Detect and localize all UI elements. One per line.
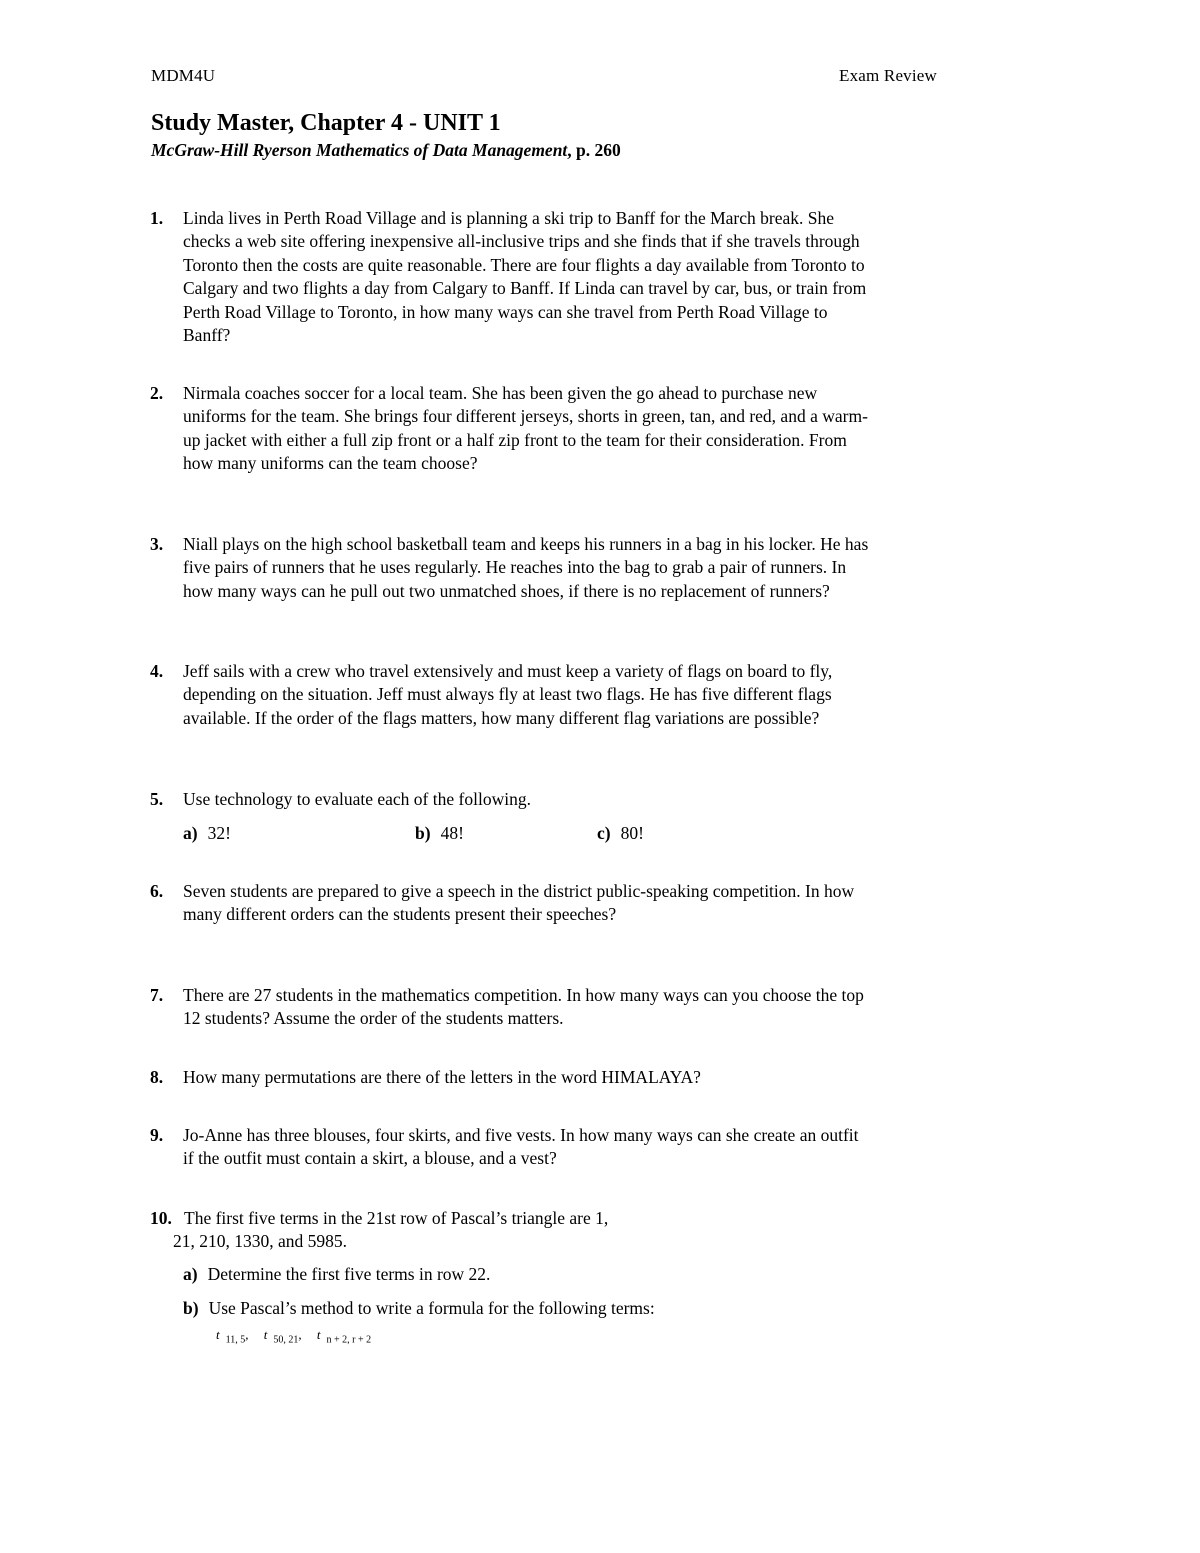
question-number: 6. (150, 881, 164, 901)
question-7 (150, 984, 870, 1031)
question-text: Jeff sails with a crew who travel extensively and must keep a variety of flags on board to fly, depending on the situation. Jeff must always fly at least two flags. He has five different flags available. If the order of the flags matters, how many different flag variations are possible? (183, 661, 833, 728)
term-3 (316, 1327, 377, 1346)
term-separator: , (298, 1327, 302, 1342)
question-text: How many permutations are there of the letters in the word HIMALAYA? (183, 1067, 701, 1087)
part-label: b) (183, 1298, 199, 1318)
question-text-continued: 21, 210, 1330, and 5985. (173, 1231, 348, 1252)
question-4 (150, 660, 870, 730)
textbook-name: McGraw-Hill Ryerson Mathematics of Data Management (151, 140, 568, 160)
part-value: 32! (207, 823, 231, 843)
question-number: 1. (150, 208, 164, 228)
part-value: 80! (620, 823, 644, 843)
part-value: 48! (440, 823, 464, 843)
question-text: Nirmala coaches soccer for a local team. She has been given the go ahead to purchase new uniforms for the team. She brings four different jerseys, shorts in green, tan, and red, and a warm-up jacket with either a full zip front or a half zip front to the team for their consideration. From how many uniforms can the team choose? (183, 383, 868, 474)
question-text: There are 27 students in the mathematics competition. In how many ways can you choose the top 12 students? Assume the order of the students matters. (183, 985, 864, 1029)
term-subscript: n + 2, r + 2 (326, 1334, 372, 1346)
part-text: Use Pascal’s method to write a formula for the following terms: (208, 1298, 655, 1318)
part-text: Determine the first five terms in row 22. (207, 1264, 491, 1284)
question-3 (150, 533, 870, 603)
term-base: t (263, 1327, 268, 1342)
term-base: t (316, 1327, 321, 1342)
page-reference: , p. 260 (567, 140, 621, 160)
question-number: 8. (150, 1067, 164, 1087)
question-number: 3. (150, 534, 164, 554)
question-6 (150, 880, 870, 927)
question-number: 7. (150, 985, 164, 1005)
question-text: Jo-Anne has three blouses, four skirts, and five vests. In how many ways can she create an outfit if the outfit must contain a skirt, a blouse, and a vest? (183, 1125, 859, 1169)
question-text: Use technology to evaluate each of the following. (183, 789, 531, 809)
question-text: Linda lives in Perth Road Village and is planning a ski trip to Banff for the March break. She checks a web site offering inexpensive all-inclusive trips and she finds that if she travels through Toronto then the costs are quite reasonable. There are four flights a day available from Toronto to Calgary and two flights a day from Calgary to Banff. If Linda can travel by car, bus, or train from Perth Road Village to Toronto, in how many ways can she travel from Perth Road Village to Banff? (183, 208, 867, 346)
term-subscript: 11, 5 (225, 1334, 246, 1346)
question-10-part-b (183, 1298, 655, 1319)
pascal-terms (216, 1327, 383, 1346)
page-title: Study Master, Chapter 4 - UNIT 1 (151, 110, 501, 136)
part-b (415, 823, 464, 844)
question-10 (150, 1207, 870, 1254)
part-a (183, 823, 231, 844)
question-text: The first five terms in the 21st row of Pascal’s triangle are 1, (184, 1208, 609, 1228)
course-code: MDM4U (151, 66, 216, 85)
term-2 (263, 1327, 308, 1346)
part-label: b) (415, 823, 431, 843)
document-type: Exam Review (839, 66, 938, 85)
question-text: Niall plays on the high school basketball team and keeps his runners in a bag in his locker. He has five pairs of runners that he uses regularly. He reaches into the bag to grab a pair of runners. In how many ways can he pull out two unmatched shoes, if there is no replacement of runners? (183, 534, 869, 601)
question-1 (150, 207, 870, 347)
question-number: 9. (150, 1125, 164, 1145)
term-base: t (216, 1327, 220, 1342)
part-label: a) (183, 823, 198, 843)
question-number: 10. (150, 1208, 172, 1228)
question-9 (150, 1124, 870, 1171)
page-subtitle (151, 140, 621, 161)
term-1 (216, 1327, 255, 1346)
question-text: Seven students are prepared to give a speech in the district public-speaking competition. In how many different orders can the students present their speeches? (183, 881, 855, 925)
question-number: 5. (150, 789, 164, 809)
question-number: 4. (150, 661, 164, 681)
question-8 (150, 1066, 870, 1089)
term-separator: , (245, 1327, 249, 1342)
question-2 (150, 382, 870, 476)
question-number: 2. (150, 383, 164, 403)
part-c (597, 823, 644, 844)
question-5 (150, 788, 870, 811)
part-label: c) (597, 823, 611, 843)
term-subscript: 50, 21 (273, 1334, 299, 1346)
part-label: a) (183, 1264, 198, 1284)
question-10-part-a (183, 1264, 490, 1285)
